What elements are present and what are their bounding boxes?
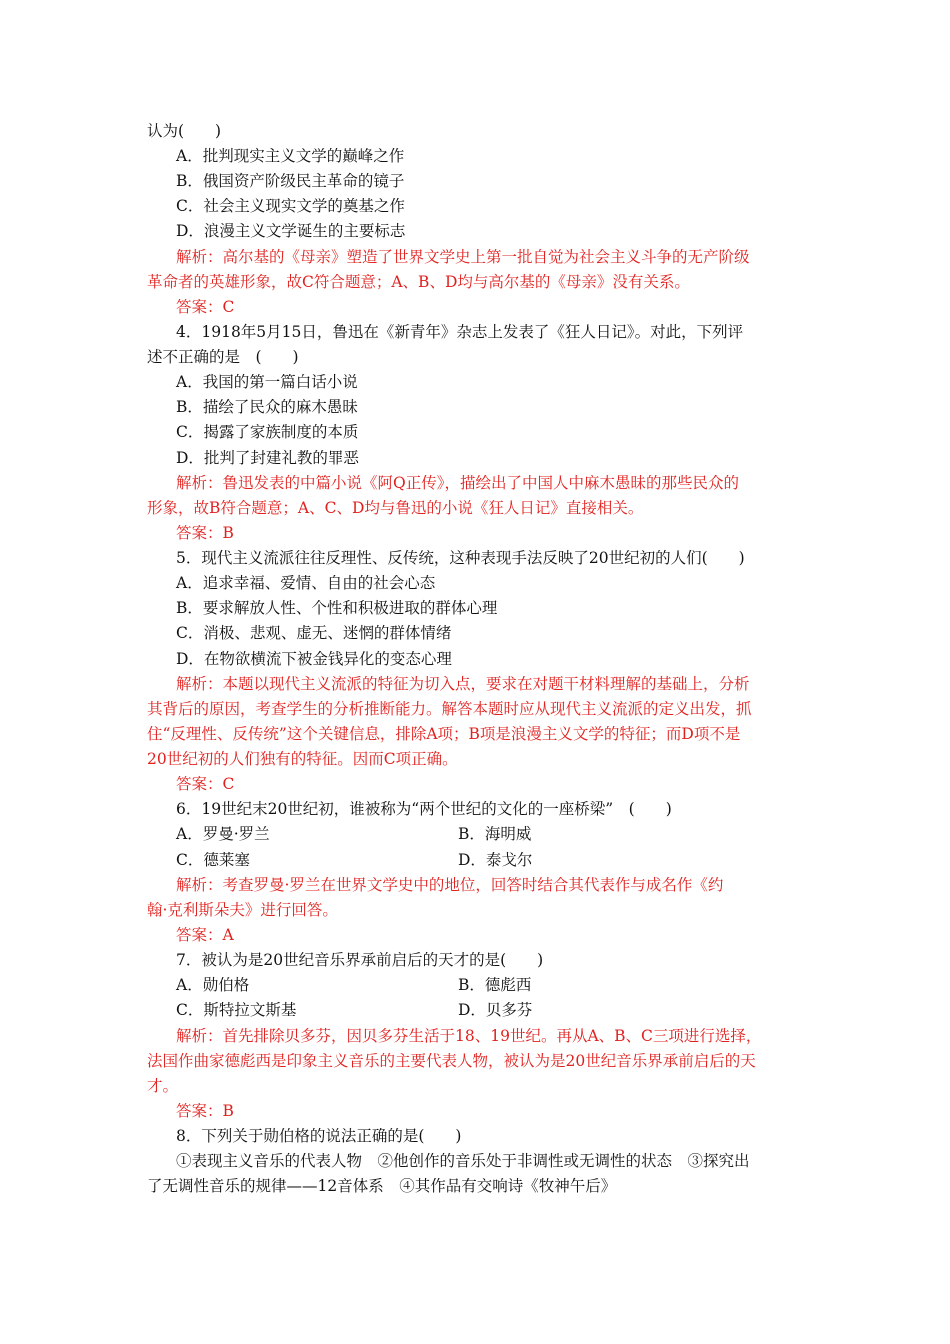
q7-stem: 7．被认为是20世纪音乐界承前启后的天才的是( )	[176, 951, 544, 969]
q4-option-d: D．批判了封建礼教的罪恶	[176, 449, 359, 467]
q3-answer: 答案：C	[176, 298, 235, 316]
q3-option-a: A．批判现实主义文学的巅峰之作	[176, 147, 405, 165]
q5-analysis-line: 解析：本题以现代主义流派的特征为切入点，要求在对题干材料理解的基础上，分析	[176, 675, 750, 693]
q3-stem-tail: 认为( )	[147, 122, 222, 140]
q7-analysis-line: 解析：首先排除贝多芬，因贝多芬生活于18、19世纪。再从A、B、C三项进行选择，	[176, 1027, 762, 1045]
q8-item-line: 了无调性音乐的规律——12音体系 ④其作品有交响诗《牧神午后》	[147, 1177, 617, 1195]
q4-answer: 答案：B	[176, 524, 234, 542]
q6-answer: 答案：A	[176, 926, 234, 944]
q6-analysis-line: 解析：考查罗曼·罗兰在世界文学史中的地位，回答时结合其代表作与成名作《约	[176, 876, 724, 894]
q7-option-c: C．斯特拉文斯基	[176, 1001, 297, 1019]
q3-option-c: C．社会主义现实文学的奠基之作	[176, 197, 405, 215]
q4-stem-line: 述不正确的是 ( )	[147, 348, 299, 366]
q6-option-c: C．德莱塞	[176, 851, 250, 869]
q7-option-a: A．勋伯格	[176, 976, 250, 994]
q7-option-d: D．贝多芬	[458, 1001, 533, 1019]
q4-analysis-line: 解析：鲁迅发表的中篇小说《阿Q正传》，描绘出了中国人中麻木愚昧的那些民众的	[176, 474, 739, 492]
q4-analysis-line: 形象，故B符合题意；A、C、D均与鲁迅的小说《狂人日记》直接相关。	[147, 499, 644, 517]
q6-option-a: A．罗曼·罗兰	[176, 825, 270, 843]
q4-option-b: B．描绘了民众的麻木愚昧	[176, 398, 358, 416]
q5-analysis-line: 其背后的原因，考查学生的分析推断能力。解答本题时应从现代主义流派的定义出发，抓	[147, 700, 752, 718]
q5-answer: 答案：C	[176, 775, 235, 793]
q4-option-a: A．我国的第一篇白话小说	[176, 373, 358, 391]
q6-option-d: D．泰戈尔	[458, 851, 533, 869]
q8-stem: 8．下列关于勋伯格的说法正确的是( )	[176, 1127, 462, 1145]
q5-option-c: C．消极、悲观、虚无、迷惘的群体情绪	[176, 624, 452, 642]
q8-item-line: ①表现主义音乐的代表人物 ②他创作的音乐处于非调性或无调性的状态 ③探究出	[176, 1152, 750, 1170]
q6-stem: 6．19世纪末20世纪初，谁被称为“两个世纪的文化的一座桥梁” ( )	[176, 800, 672, 818]
q3-analysis-line: 解析：高尔基的《母亲》塑造了世界文学史上第一批自觉为社会主义斗争的无产阶级	[176, 248, 750, 266]
q4-option-c: C．揭露了家族制度的本质	[176, 423, 359, 441]
q4-stem-line: 4．1918年5月15日，鲁迅在《新青年》杂志上发表了《狂人日记》。对此，下列评	[176, 323, 744, 341]
q3-option-d: D．浪漫主义文学诞生的主要标志	[176, 222, 406, 240]
q7-analysis-line: 才。	[147, 1077, 179, 1095]
q5-option-b: B．要求解放人性、个性和积极进取的群体心理	[176, 599, 498, 617]
q5-analysis-line: 20世纪初的人们独有的特征。因而C项正确。	[147, 750, 458, 768]
q7-analysis-line: 法国作曲家德彪西是印象主义音乐的主要代表人物，被认为是20世纪音乐界承前启后的天	[147, 1052, 756, 1070]
q6-analysis-line: 翰·克利斯朵夫》进行回答。	[147, 901, 338, 919]
q3-analysis-line: 革命者的英雄形象，故C符合题意；A、B、D均与高尔基的《母亲》没有关系。	[147, 273, 690, 291]
q7-answer: 答案：B	[176, 1102, 234, 1120]
q5-option-a: A．追求幸福、爱情、自由的社会心态	[176, 574, 436, 592]
q5-analysis-line: 住“反理性、反传统”这个关键信息，排除A项；B项是浪漫主义文学的特征；而D项不是	[147, 725, 741, 743]
q3-option-b: B．俄国资产阶级民主革命的镜子	[176, 172, 405, 190]
q7-option-b: B．德彪西	[458, 976, 532, 994]
q5-option-d: D．在物欲横流下被金钱异化的变态心理	[176, 650, 452, 668]
q5-stem: 5．现代主义流派往往反理性、反传统，这种表现手法反映了20世纪初的人们( )	[176, 549, 745, 567]
q6-option-b: B．海明威	[458, 825, 532, 843]
